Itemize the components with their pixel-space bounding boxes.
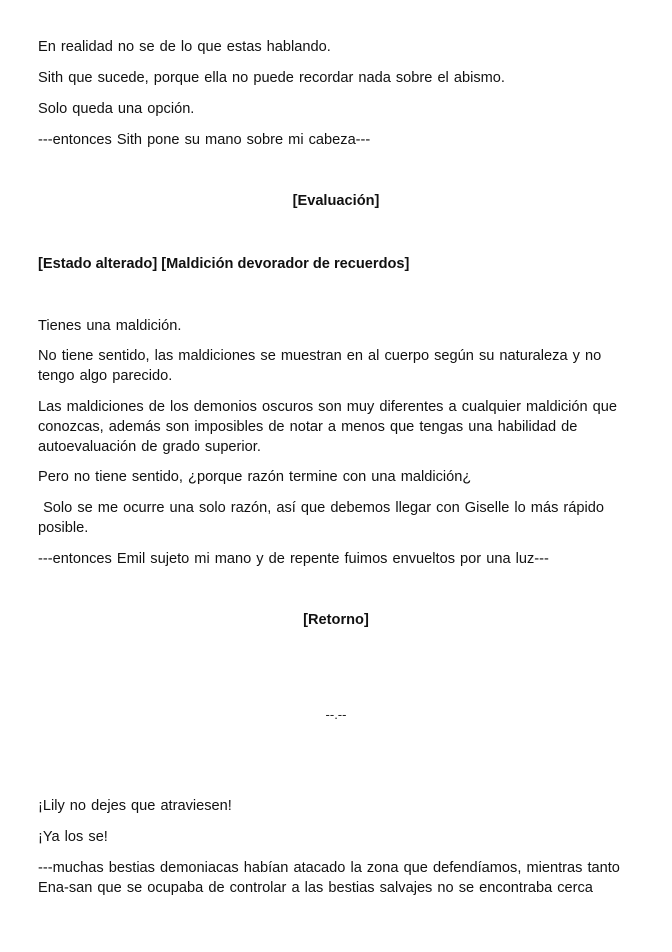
text-paragraph: Las maldiciones de los demonios oscuros son muy diferentes a cualquier maldición que conozcas, además son imposibles de notar a menos que tengas una habilidad de autoevaluación de grado superior. — [38, 399, 618, 455]
text-line: Solo queda una opción. — [38, 101, 195, 117]
section-heading-evaluacion: [Evaluación] — [292, 193, 380, 209]
text-paragraph: Pero no tiene sentido, ¿porque razón termine con una maldición¿ — [38, 469, 472, 485]
text-paragraph: ---entonces Emil sujeto mi mano y de repente fuimos envueltos por una luz--- — [38, 551, 549, 567]
text-paragraph: No tiene sentido, las maldiciones se muestran en al cuerpo según su naturaleza y no tengo algo parecido. — [38, 348, 602, 384]
text-line: ¡Ya los se! — [38, 829, 108, 845]
section-heading-estado: [Estado alterado] [Maldición devorador de recuerdos] — [38, 256, 410, 272]
scene-separator: --.-- — [325, 707, 347, 722]
text-line: Sith que sucede, porque ella no puede recordar nada sobre el abismo. — [38, 70, 505, 86]
text-paragraph: Solo se me ocurre una solo razón, así que debemos llegar con Giselle lo más rápido posible. — [38, 500, 610, 536]
text-line: En realidad no se de lo que estas hablando. — [38, 39, 331, 55]
text-line: ---entonces Sith pone su mano sobre mi cabeza--- — [38, 132, 371, 148]
text-paragraph: ---muchas bestias demoniacas habían atacado la zona que defendíamos, mientras tanto Ena-san que se ocupaba de controlar a las bestias salvajes no se encontraba cerca — [38, 860, 620, 896]
text-paragraph: Tienes una maldición. — [38, 318, 182, 334]
section-heading-retorno: [Retorno] — [303, 612, 369, 628]
text-line: ¡Lily no dejes que atraviesen! — [38, 798, 232, 814]
